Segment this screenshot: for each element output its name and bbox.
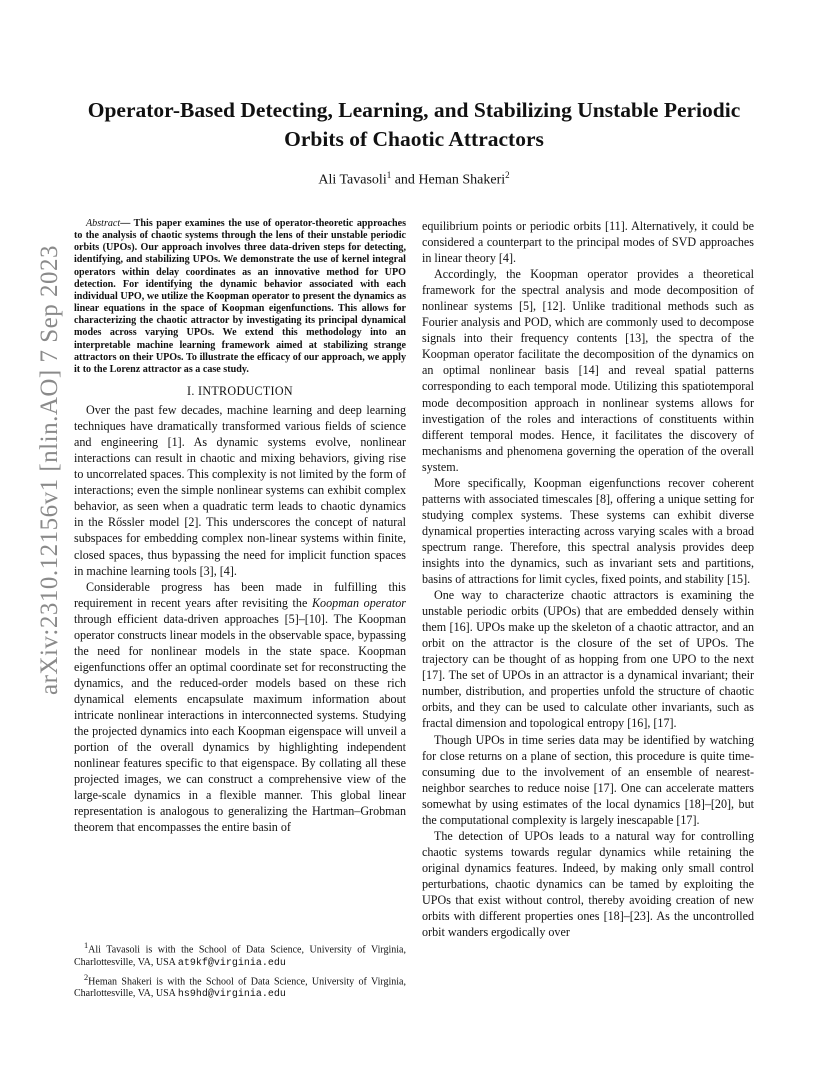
author-separator: and xyxy=(391,172,419,188)
intro-paragraph-1: Over the past few decades, machine learning and deep learning techniques have dramatically transformed various fields of science and engineering [1]. As dynamic systems evolve, nonlinear interactions can result in chaotic and mixing behaviors, giving rise to uncorrelated spaces. This complexity is not limited by the form of interactions; even the simple nonlinear systems can exhibit complex behavior, as seen when a quadratic term leads to chaotic dynamics in the Rőssler model [2]. This underscores the concept of natural subspaces for embedding complex non-linear systems within finite, closed spaces, thus bypassing the need for implicit function spaces in machine learning tools [3], [4]. xyxy=(74,403,406,578)
right-column xyxy=(422,218,754,940)
abstract-text: — This paper examines the use of operator-theoretic approaches to the analysis of chaotic systems through the lens of their unstable periodic orbits (UPOs). Our approach involves three data-driven steps for detecting, identifying, and stabilizing UPOs. We demonstrate the use of kernel integral operators within delay coordinates as an innovative method for UPO detection. For identifying the dynamic behavior associated with each individual UPO, we utilize the Koopman operator to present the dynamics as linear equations in the space of Koopman eigenfunctions. This allows for characterizing the chaotic attractor by investigating its principal dynamical modes across varying UPOs. We extend this methodology into an interpretable machine learning framework aimed at stabilizing strange attractors on their UPOs. To illustrate the efficacy of our approach, we apply it to the Lorenz attractor as a case study. xyxy=(74,218,406,375)
footnotes xyxy=(74,940,406,1003)
intro-paragraph-2-start: Considerable progress has been made in fulfilling this requirement in recent years after revisiting the xyxy=(74,579,406,610)
footnote-2-text: Heman Shakeri is with the School of Data Science, University of Virginia, Charlottesville, VA, USA xyxy=(74,976,406,1000)
author-1-name: Ali Tavasoli xyxy=(318,172,387,188)
author-2-name: Heman Shakeri xyxy=(418,172,506,188)
footnote-2-mark: 2 xyxy=(84,972,89,982)
footnote-2 xyxy=(74,972,406,1002)
upo-identification-paragraph: Though UPOs in time series data may be identified by watching for close returns on a plane of section, this procedure is quite time-consuming due to the involvement of an ensemble of nearest-neighbor searches to reduce noise [17]. One can accelerate matters somewhat by using estimates of the local dynamics [18]–[20], but the computational complexity is largely inescapable [17]. xyxy=(422,732,754,827)
upo-characterization-paragraph: One way to characterize chaotic attractors is examining the unstable periodic orbits (UPOs) that are embedded densely within them [16]. UPOs make up the skeleton of a chaotic attractor, and an orbit on the attractor is the closure of the set of UPOs. The trajectory can be thought of as hopping from one UPO to the next [17]. The set of UPOs in an attractor is a dynamical invariant; their number, distribution, and properties unfold the structure of chaotic orbits, and they can be used to calculate other invariants, such as fractal dimension and topological entropy [16], [17]. xyxy=(422,588,754,731)
author-2-affil-mark: 2 xyxy=(505,170,510,180)
footnote-1-text: Ali Tavasoli is with the School of Data Science, University of Virginia, Charlottesville, VA, USA xyxy=(74,944,406,968)
abstract-label: Abstract xyxy=(86,218,121,229)
koopman-operator-term: Koopman operator xyxy=(311,595,406,610)
paper-title: Operator-Based Detecting, Learning, and Stabilizing Unstable Periodic Orbits of Chaotic Attractors xyxy=(87,98,741,151)
left-column xyxy=(74,218,406,835)
koopman-spectral-paragraph: Accordingly, the Koopman operator provides a theoretical framework for the spectral analysis and mode decomposition of nonlinear systems [5], [12]. Unlike traditional methods such as Fourier analysis and POD, which are commonly used to decompose signals into their frequency contents [13], the spectra of the Koopman operator facilitate the decomposition of the dynamics on an optimal nonlinear basis [14] and reveal spatial patterns corresponding to each temporal mode. Utilizing this spatiotemporal mode decomposition approach in nonlinear systems allows for investigation of the roles and interactions of constituents within different temporal modes. Hence, it facilitates the discovery of mechanisms and phenomena governing the operation of the overall system. xyxy=(422,267,754,474)
intro-paragraph-2-rest: through efficient data-driven approaches [5]–[10]. The Koopman operator constructs linear models in the observable space, bypassing the need for nonlinear models in the state space. Koopman eigenfunctions offer an optimal coordinate set for reconstructing the dynamics, and the reduced-order models based on these rich dynamical elements encapsulate maximum information about intricate nonlinear interactions in interconnected systems. Studying the projected dynamics into each Koopman eigenspace will unveil a portion of the overall dynamics by highlighting independent nonlinear features specific to that eigenspace. By collating all these projected images, we can construct a comprehensive view of the large-scale dynamics in a flexible manner. This global linear representation is analogous to generalizing the Hartman–Grobman theorem that encompasses the entire basin of xyxy=(74,611,406,835)
arxiv-identifier: arXiv:2310.12156v1 [nlin.AO] 7 Sep 2023 xyxy=(36,244,63,696)
abstract xyxy=(74,218,406,376)
footnote-2-email[interactable]: hs9hd@virginia.edu xyxy=(177,989,286,1001)
author-line xyxy=(60,170,768,189)
eigenfunctions-paragraph: More specifically, Koopman eigenfunctions recover coherent patterns with associated timescales [8], offering a unique setting for studying complex systems. These systems can exhibit diverse dynamical properties interacting across varying scales with a broad spectrum range. Therefore, this spectral analysis provides deep insights into the dynamics, such as invariant sets and partitions, basins of attractions for limit cycles, fixed points, and stability [15]. xyxy=(422,475,754,587)
footnote-1-mark: 1 xyxy=(84,941,89,950)
author-1-affil-mark: 1 xyxy=(386,170,392,180)
section-heading-introduction: I. INTRODUCTION xyxy=(187,384,293,399)
footnote-1-email[interactable]: at9kf@virginia.edu xyxy=(177,957,286,969)
intro-paragraph-2 xyxy=(74,579,406,836)
continued-paragraph: equilibrium points or periodic orbits [11]. Alternatively, it could be considered a counterpart to the principal modes of SVD approaches in linear theory [4]. xyxy=(422,219,754,266)
footnote-1 xyxy=(74,940,406,970)
upo-control-paragraph: The detection of UPOs leads to a natural way for controlling chaotic systems towards regular dynamics while retaining the original dynamics features. Indeed, by making only small control perturbations, chaotic dynamics can be tamed by exploiting the UPOs that exist without control, thereby avoiding creation of new orbits with different properties ones [18]–[23]. As the uncontrolled orbit wanders ergodically over xyxy=(422,828,754,940)
